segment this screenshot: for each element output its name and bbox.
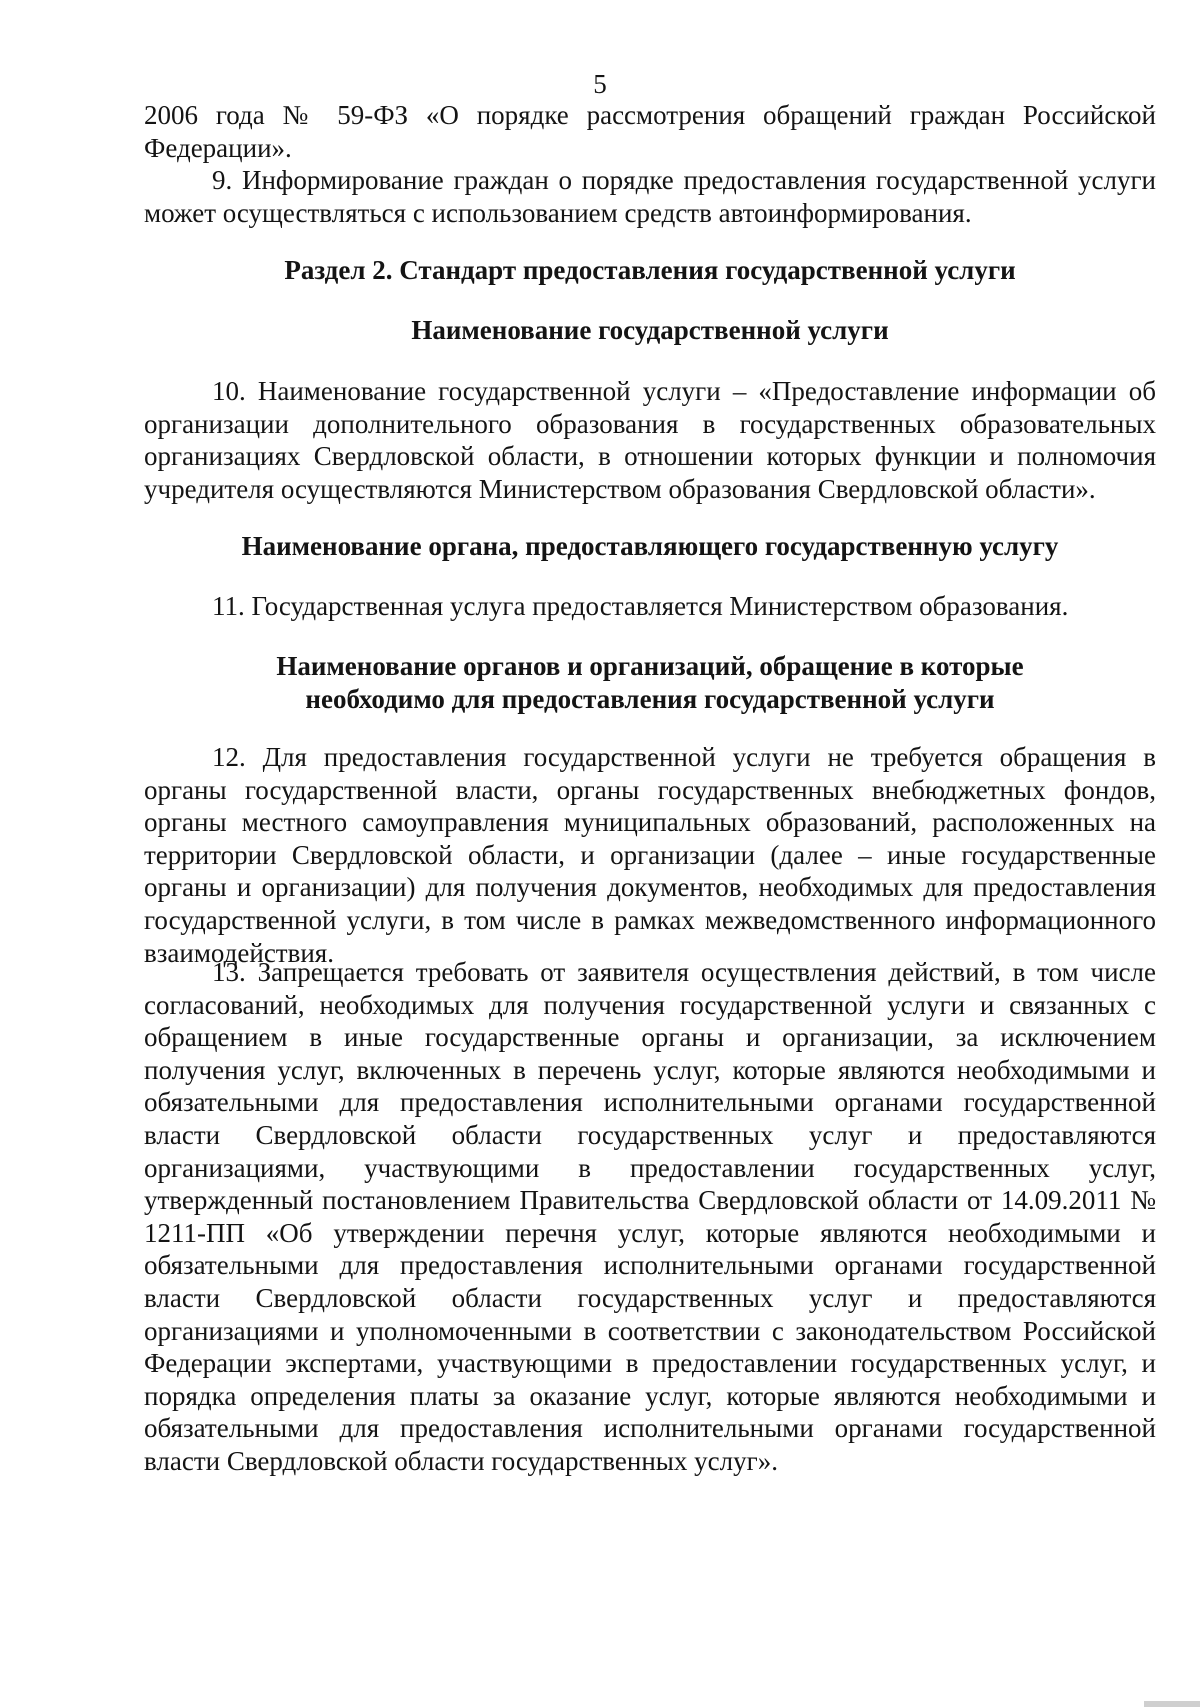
paragraph-top-fragment: 2006 года № 59-ФЗ «О порядке рассмотрения обращений граждан Российской Федерации».	[144, 100, 1156, 163]
heading-organizations-line-1: Наименование органов и организаций, обращение в которые	[276, 651, 1024, 681]
paragraph-item-13: 13. Запрещается требовать от заявителя осуществления действий, в том числе согласований, необходимых для получения государственной услуги и связанных с обращением в иные государственные органы и организации, за исключением получения услуг, включенных в перечень услуг, которые являются необходимыми и обязательными для предоставления исполнительными органами государственной власти Свердловской области государственных услуг и предоставляются организациями, участвующими в предоставлении государственных услуг, утвержденный постановлением Правительства Свердловской области от 14.09.2011 № 1211-ПП «Об утверждении перечня услуг, которые являются необходимыми и обязательными для предоставления исполнительными органами государственной власти Свердловской области государственных услуг и предоставляются организациями и уполномоченными в соответствии с законодательством Российской Федерации экспертами, участвующими в предоставлении государственных услуг, и порядка определения платы за оказание услуг, которые являются необходимыми и обязательными для предоставления исполнительными органами государственной власти Свердловской области государственных услуг».	[144, 957, 1156, 1476]
scan-edge-mark	[1144, 1701, 1200, 1707]
paragraph-item-12: 12. Для предоставления государственной услуги не требуется обращения в органы государственной власти, органы государственных внебюджетных фондов, органы местного самоуправления муниципальных образований, расположенных на территории Свердловской области, и организации (далее – иные государственные органы и организации) для получения документов, необходимых для предоставления государственной услуги, в том числе в рамках межведомственного информационного взаимодействия.	[144, 742, 1156, 968]
paragraph-item-11: 11. Государственная услуга предоставляется Министерством образования.	[212, 591, 1069, 621]
paragraph-item-9: 9. Информирование граждан о порядке предоставления государственной услуги может осуществляться с использованием средств автоинформирования.	[144, 165, 1156, 228]
paragraph-item-10: 10. Наименование государственной услуги – «Предоставление информации об организации дополнительного образования в государственных образовательных организациях Свердловской области, в отношении которых функции и полномочия учредителя осуществляются Министерством образования Свердловской области».	[144, 376, 1156, 504]
section-title: Раздел 2. Стандарт предоставления государственной услуги	[284, 255, 1016, 285]
heading-organizations	[144, 650, 1156, 715]
heading-authority-name: Наименование органа, предоставляющего государственную услугу	[241, 531, 1059, 561]
heading-service-name: Наименование государственной услуги	[411, 315, 889, 345]
heading-organizations-line-2: необходимо для предоставления государственной услуги	[305, 683, 995, 714]
page-number: 5	[593, 69, 607, 99]
